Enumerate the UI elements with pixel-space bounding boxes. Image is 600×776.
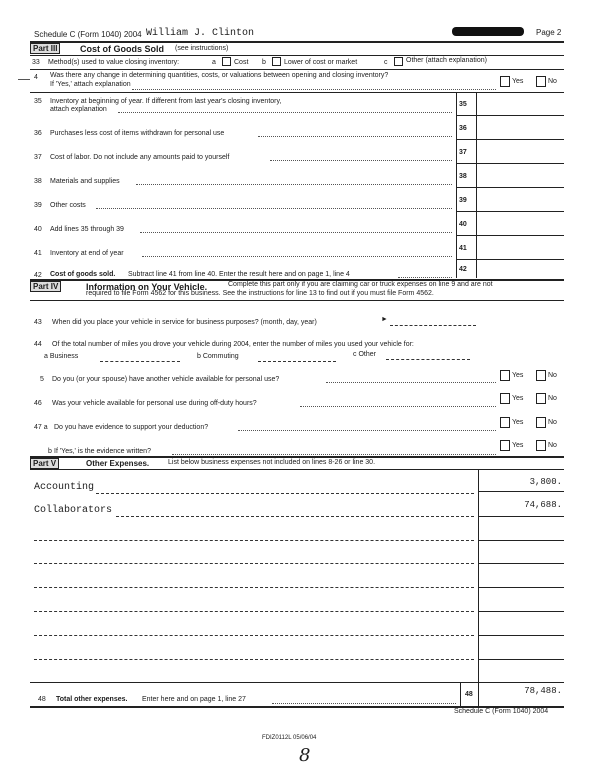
line44a-business-field[interactable] [100, 361, 180, 362]
line43-number: 43 [34, 319, 42, 326]
line47b-number: b [48, 448, 52, 455]
expense-amount-2: 74,688. [524, 500, 562, 510]
line33-other-label: Other (attach explanation) [406, 57, 487, 64]
part5-title: Other Expenses. [86, 459, 150, 468]
line47b-text: If 'Yes,' is the evidence written? [54, 448, 151, 455]
line48-box: 48 [465, 691, 473, 698]
line47a-yes-label: Yes [512, 419, 524, 426]
page-number: Page 2 [536, 28, 562, 37]
line45-no-checkbox[interactable] [536, 370, 546, 381]
line47b-yes-label: Yes [512, 442, 524, 449]
taxpayer-name: William J. Clinton [146, 28, 255, 39]
line36-number: 36 [34, 130, 42, 137]
line36-text: Purchases less cost of items withdrawn for personal use [50, 130, 225, 137]
line38-box: 38 [459, 173, 467, 180]
line45-text: Do you (or your spouse) have another vehicle available for personal use? [52, 376, 280, 383]
line39-box: 39 [459, 197, 467, 204]
line45-number: 5 [40, 376, 44, 383]
expense-name-2: Collaborators [34, 505, 113, 516]
expense-row-7[interactable] [34, 635, 474, 636]
line47a-no-label: No [548, 419, 557, 426]
line34-text: Was there any change in determining quantities, costs, or valuations between opening and closing inventory? [50, 72, 389, 79]
line41-box: 41 [459, 245, 467, 252]
line46-no-label: No [548, 395, 557, 402]
part5-label: Part V [30, 458, 59, 469]
line35-text2: attach explanation [50, 106, 107, 113]
line44c-label: c Other [353, 351, 376, 358]
line48-total-amount: 78,488. [524, 686, 562, 696]
line34-no-checkbox[interactable] [536, 76, 546, 87]
expense-row-8[interactable] [34, 659, 474, 660]
part5-desc: List below business expenses not included on lines 8-26 or line 30. [168, 459, 376, 466]
line45-no-label: No [548, 372, 557, 379]
line33-number: 33 [32, 59, 40, 66]
line44b-label: b Commuting [197, 353, 239, 360]
line34-number: 4 [34, 74, 38, 81]
line37-text: Cost of labor. Do not include any amounts paid to yourself [50, 154, 230, 161]
line43-date-field[interactable] [390, 325, 476, 326]
line34-text2: If 'Yes,' attach explanation [50, 81, 131, 88]
footer-code: FDIZ0112L 05/06/04 [262, 735, 317, 741]
line39-number: 39 [34, 202, 42, 209]
line38-text: Materials and supplies [50, 178, 120, 185]
line45-yes-label: Yes [512, 372, 524, 379]
line47b-no-checkbox[interactable] [536, 440, 546, 451]
line42-number: 42 [34, 272, 42, 279]
part4-label: Part IV [30, 281, 61, 292]
line35-text: Inventory at beginning of year. If different from last year's closing inventory, [50, 98, 282, 105]
line42-text: Subtract line 41 from line 40. Enter the result here and on page 1, line 4 [128, 271, 350, 278]
line45-yes-checkbox[interactable] [500, 370, 510, 381]
line42-bold: Cost of goods sold. [50, 271, 116, 278]
line48-bold: Total other expenses. [56, 696, 128, 703]
expense-name-1: Accounting [34, 482, 95, 493]
line44-text: Of the total number of miles you drove your vehicle during 2004, enter the number of miles you used your vehicle for: [52, 341, 414, 348]
line47a-yes-checkbox[interactable] [500, 417, 510, 428]
form-reference: Schedule C (Form 1040) 2004 [34, 30, 142, 39]
line40-text: Add lines 35 through 39 [50, 226, 124, 233]
line35-box: 35 [459, 101, 467, 108]
expense-row-3[interactable] [34, 540, 474, 541]
line44-number: 44 [34, 341, 42, 348]
line34-no-label: No [548, 78, 557, 85]
line38-number: 38 [34, 178, 42, 185]
part4-desc2: required to file Form 4562 for this business. See the instructions for line 13 to find out if you must file Form 4562. [86, 290, 434, 297]
line48-number: 48 [38, 696, 46, 703]
expense-row-4[interactable] [34, 563, 474, 564]
line42-box: 42 [459, 266, 467, 273]
part4-title: Information on Your Vehicle. [86, 282, 208, 292]
part3-title: Cost of Goods Sold [80, 44, 164, 54]
line41-text: Inventory at end of year [50, 250, 124, 257]
line33-opt-a-letter: a [212, 59, 216, 66]
handwritten-page-number: 8 [299, 745, 311, 766]
line48-text: Enter here and on page 1, line 27 [142, 696, 246, 703]
line46-number: 46 [34, 400, 42, 407]
line34-yes-checkbox[interactable] [500, 76, 510, 87]
expense-amount-1: 3,800. [529, 477, 562, 487]
line36-box: 36 [459, 125, 467, 132]
line47b-yes-checkbox[interactable] [500, 440, 510, 451]
line46-no-checkbox[interactable] [536, 393, 546, 404]
line46-yes-label: Yes [512, 395, 524, 402]
part3-title-note: (see instructions) [175, 45, 229, 52]
line44a-label: a Business [44, 353, 79, 360]
line33-cost-checkbox[interactable] [222, 57, 231, 66]
footer-form-reference: Schedule C (Form 1040) 2004 [454, 708, 549, 715]
line47a-number: 47 a [34, 424, 48, 431]
redaction-mark [452, 27, 524, 36]
part3-label: Part III [30, 43, 60, 54]
line37-box: 37 [459, 149, 467, 156]
line46-yes-checkbox[interactable] [500, 393, 510, 404]
expense-row-6[interactable] [34, 611, 474, 612]
line43-text: When did you place your vehicle in service for business purposes? (month, day, year) [52, 319, 317, 326]
expense-row-5[interactable] [34, 587, 474, 588]
line44b-commuting-field[interactable] [258, 361, 336, 362]
line33-text: Method(s) used to value closing inventory: [48, 59, 180, 66]
line47a-no-checkbox[interactable] [536, 417, 546, 428]
line37-number: 37 [34, 154, 42, 161]
line47b-no-label: No [548, 442, 557, 449]
line33-cost-label: Cost [234, 59, 249, 66]
line34-yes-label: Yes [512, 78, 524, 85]
line33-opt-c-letter: c [384, 59, 388, 66]
line44c-other-field[interactable] [386, 359, 470, 360]
line40-number: 40 [34, 226, 42, 233]
line46-text: Was your vehicle available for personal use during off-duty hours? [52, 400, 257, 407]
line33-opt-b-letter: b [262, 59, 266, 66]
line41-number: 41 [34, 250, 42, 257]
part4-desc1: Complete this part only if you are claiming car or truck expenses on line 9 and are not [228, 281, 493, 288]
line33-lower-label: Lower of cost or market [284, 59, 358, 66]
line39-text: Other costs [50, 202, 86, 209]
line33-other-checkbox[interactable] [394, 57, 403, 66]
line35-number: 35 [34, 98, 42, 105]
line40-box: 40 [459, 221, 467, 228]
line33-lower-checkbox[interactable] [272, 57, 281, 66]
line47a-text: Do you have evidence to support your deduction? [54, 424, 209, 431]
